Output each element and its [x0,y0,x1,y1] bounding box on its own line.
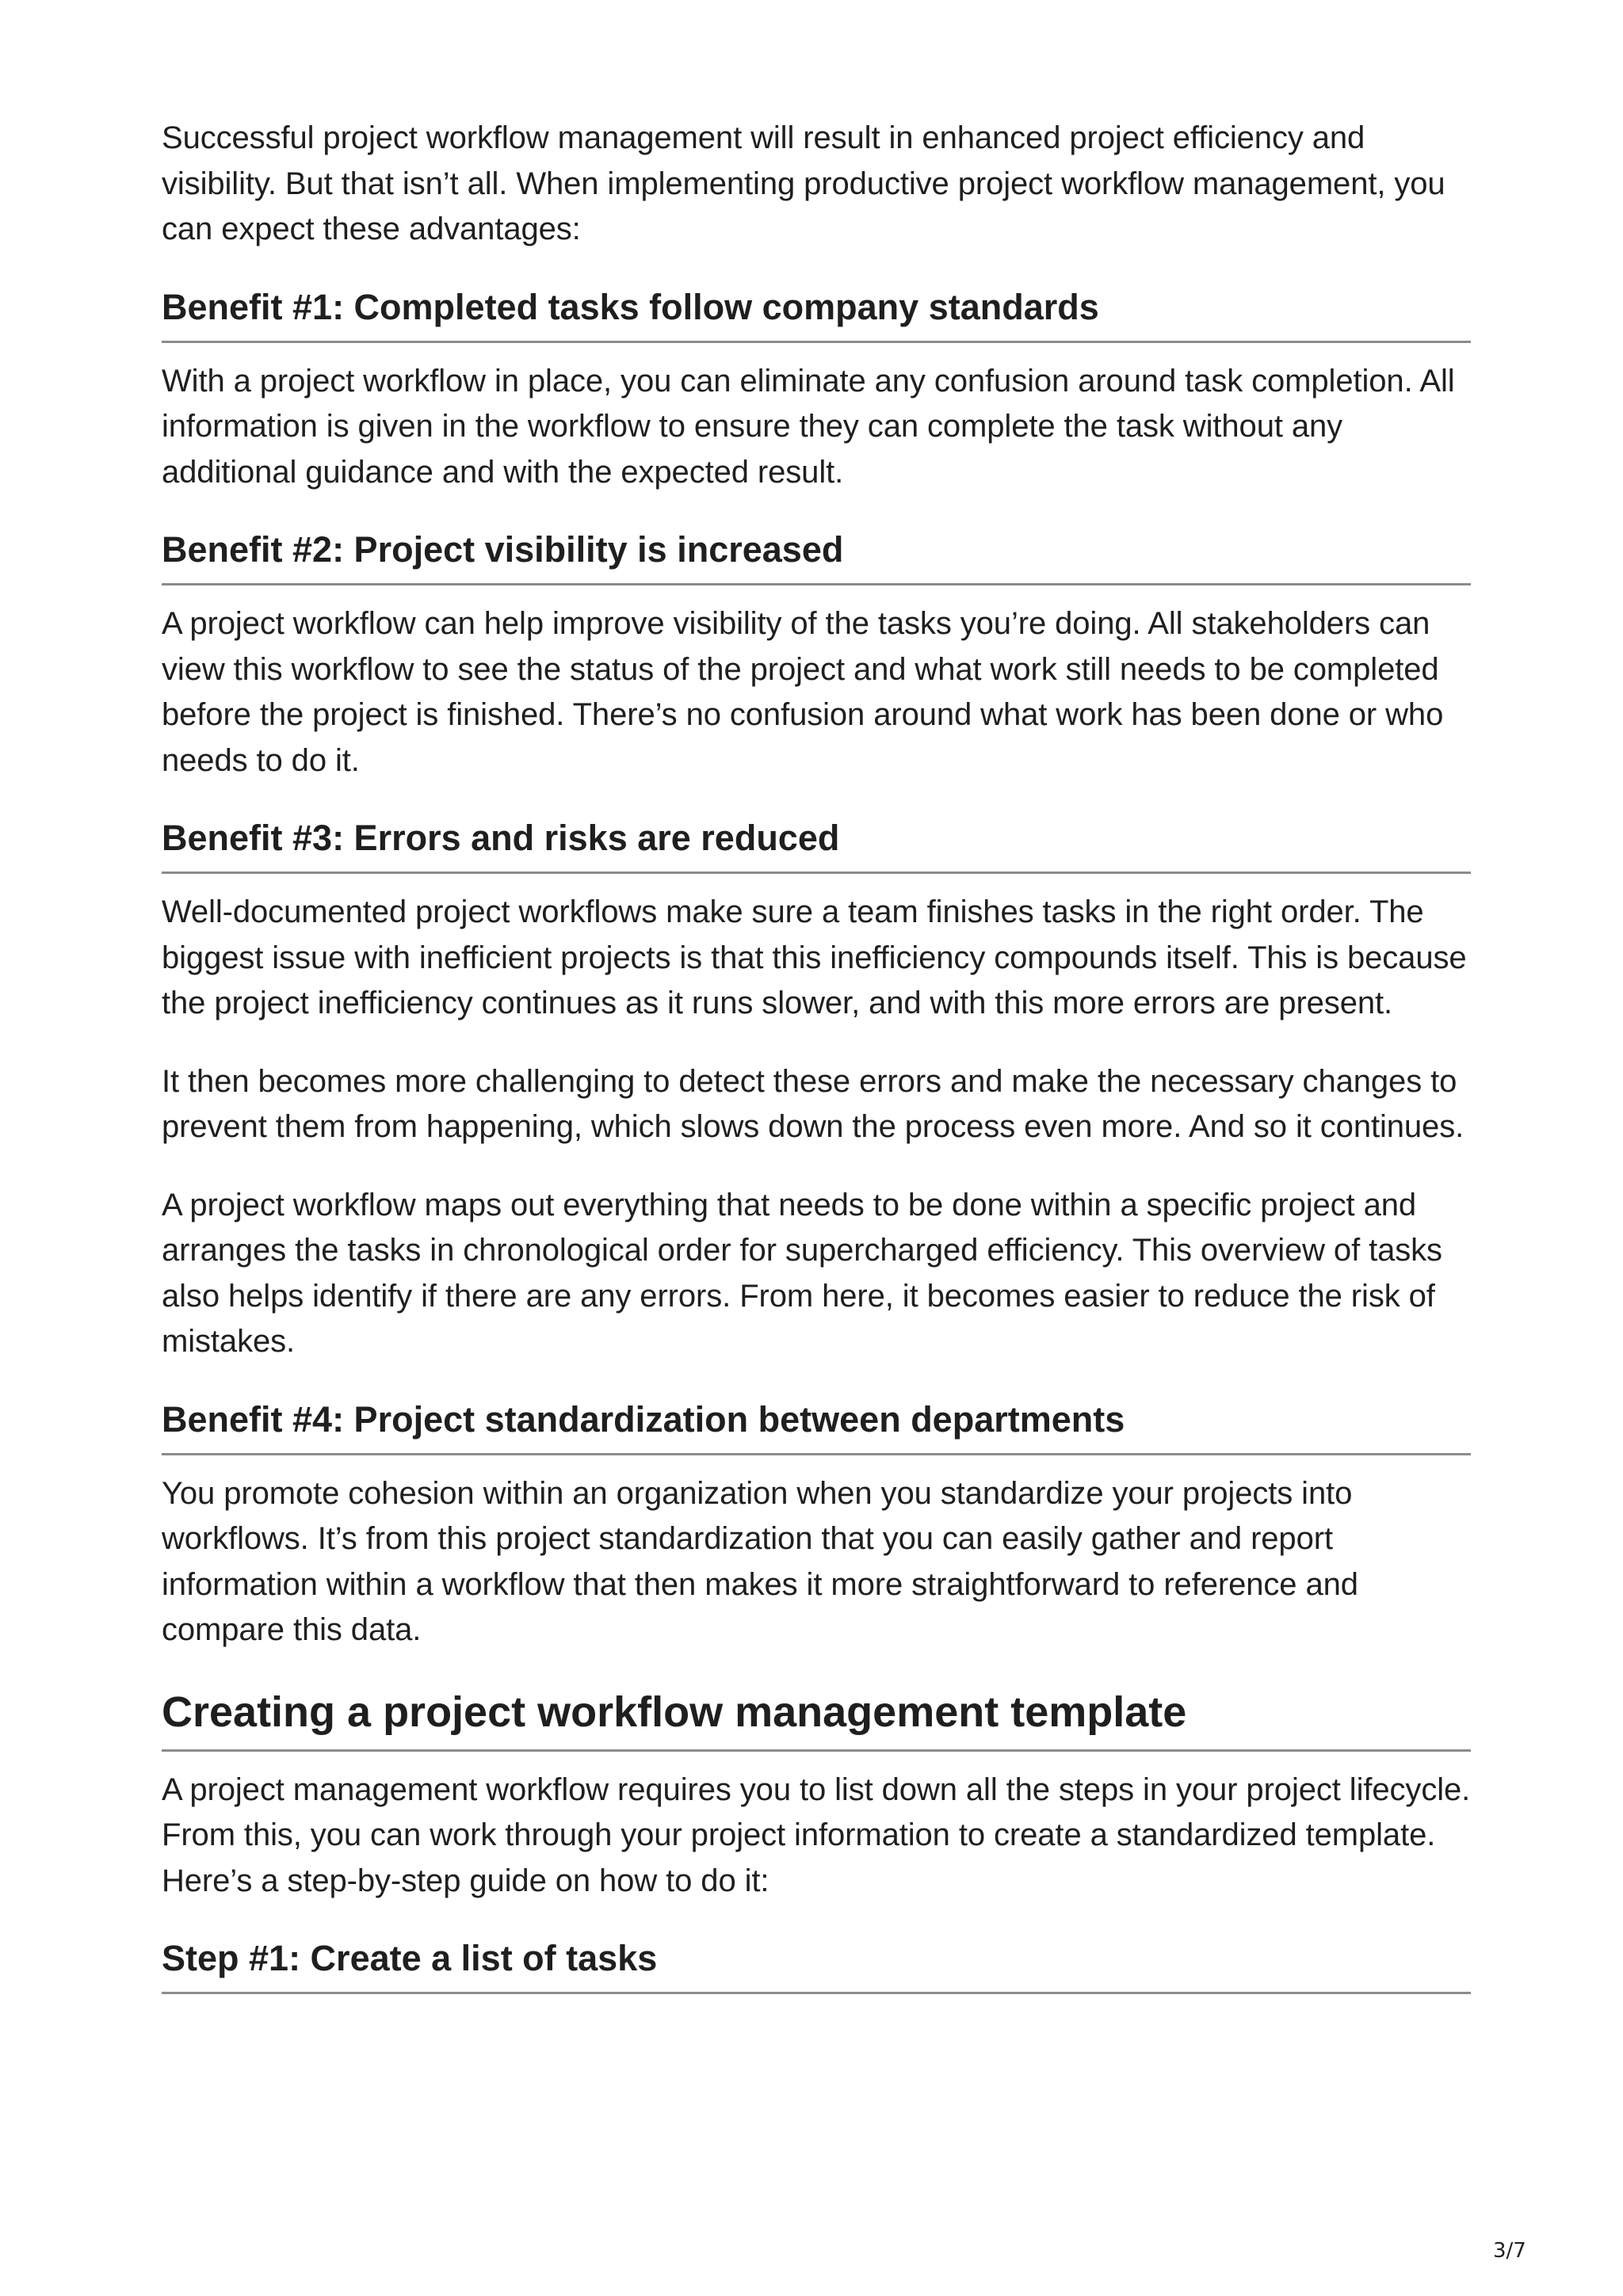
step-1-heading: Step #1: Create a list of tasks [162,1936,1471,1994]
benefit-2-heading: Benefit #2: Project visibility is increased [162,528,1471,585]
intro-paragraph: Successful project workflow management will result in enhanced project efficiency and visibility. But that isn’t all. When implementing productive project workflow management, you can expect these advantages: [162,120,1445,246]
benefit-4-paragraph: You promote cohesion within an organization when you standardize your projects into workflows. It’s from this project standardization that you can easily gather and report information within a workflow that then makes it more straightforward to reference and compare this data. [162,1475,1358,1647]
benefit-1-paragraph: With a project workflow in place, you can eliminate any confusion around task completion. All information is given in the workflow to ensure they can complete the task without any additional guidance and with the expected result. [162,363,1455,490]
benefit-3-paragraph-1: Well-documented project workflows make sure a team finishes tasks in the right order. The biggest issue with inefficient projects is that this inefficiency compounds itself. This is because the project inefficiency continues as it runs slower, and with this more errors are present. [162,894,1467,1020]
benefit-4-heading: Benefit #4: Project standardization between departments [162,1398,1471,1455]
benefit-3-paragraph-3: A project workflow maps out everything that needs to be done within a specific project and arranges the tasks in chronological order for supercharged efficiency. This overview of tasks also helps identify if there are any errors. From here, it becomes easier to reduce the risk of mistakes. [162,1187,1442,1359]
page-number: 3/7 [1493,2239,1526,2263]
template-section-paragraph: A project management workflow requires you to list down all the steps in your project lifecycle. From this, you can work through your project information to create a standardized template. Here’s a step-by-step guide on how to do it: [162,1772,1471,1898]
article-content [162,116,1471,2010]
benefit-1-heading: Benefit #1: Completed tasks follow company standards [162,285,1471,343]
benefit-3-paragraph-2: It then becomes more challenging to detect these errors and make the necessary changes to prevent them from happening, which slows down the process even more. And so it continues. [162,1063,1465,1144]
template-section-heading: Creating a project workflow management template [162,1686,1471,1752]
benefit-2-paragraph: A project workflow can help improve visibility of the tasks you’re doing. All stakeholders can view this workflow to see the status of the project and what work still needs to be completed before the project is finished. There’s no confusion around what work has been done or who needs to do it. [162,606,1444,778]
benefit-3-heading: Benefit #3: Errors and risks are reduced [162,816,1471,874]
